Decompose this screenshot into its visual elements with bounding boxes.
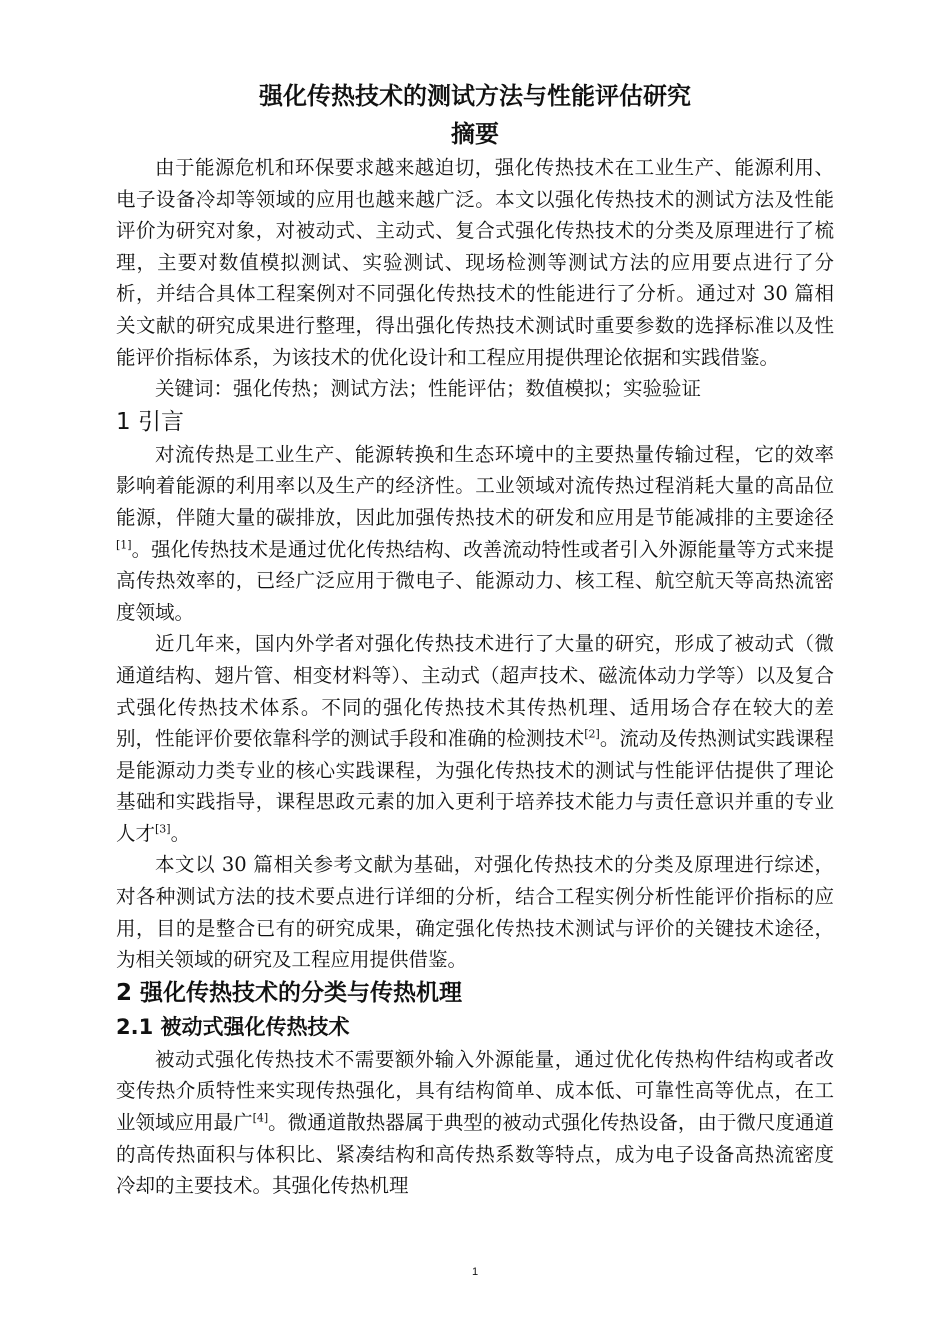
intro-p1-text-a: 对流传热是工业生产、能源转换和生态环境中的主要热量传输过程，它的效率影响着能源的利用率以及生产的经济性。工业领域对流传热过程消耗大量的高品位能源，伴随大量的碳排放，因此加强传热技术的研发和应用是节能减排的主要途径 <box>116 442 834 529</box>
page-number: 1 <box>471 1266 479 1278</box>
page-content <box>116 76 834 1202</box>
s21-text-b: 。微通道散热器属于典型的被动式强化传热设备，由于微尺度通道的高传热面积与体积比、紧凑结构和高传热系数等特点，成为电子设备高热流密度冷却的主要技术。其强化传热机理 <box>116 1111 834 1198</box>
section-2-1-paragraph <box>116 1044 834 1202</box>
citation-2: [2] <box>584 727 600 741</box>
section-1-heading: 1 引言 <box>116 408 184 435</box>
intro-paragraph-3: 本文以 30 篇相关参考文献为基础，对强化传热技术的分类及原理进行综述，对各种测试方法的技术要点进行详细的分析，结合工程实例分析性能评价指标的应用，目的是整合已有的研究成果，确定强化传热技术测试与评价的关键技术途径，为相关领域的研究及工程应用提供借鉴。 <box>116 853 834 972</box>
s21-text-a: 被动式强化传热技术不需要额外输入外源能量，通过优化传热构件结构或者改变传热介质特性来实现传热强化，具有结构简单、成本低、可靠性高等优点，在工业领域应用最广 <box>116 1047 834 1135</box>
citation-4: [4] <box>252 1111 269 1125</box>
keywords-line: 关键词：强化传热；测试方法；性能评估；数值模拟；实验验证 <box>155 377 702 401</box>
paper-title: 强化传热技术的测试方法与性能评估研究 <box>259 82 691 110</box>
intro-p2-text-a: 近几年来，国内外学者对强化传热技术进行了大量的研究，形成了被动式（微通道结构、翅片管、相变材料等）、主动式（超声技术、磁流体动力学等）以及复合式强化传热技术体系。不同的强化传热技术其传热机理、适用场合存在较大的差别，性能评价要依靠科学的测试手段和准确的检测技术 <box>116 632 834 751</box>
citation-1: [1] <box>116 538 132 552</box>
intro-p1-text-b: 。强化传热技术是通过优化传热结构、改善流动特性或者引入外源能量等方式来提高传热效率的，已经广泛应用于微电子、能源动力、核工程、航空航天等高热流密度领域。 <box>116 537 834 624</box>
abstract-heading: 摘要 <box>451 120 499 148</box>
intro-paragraph-1 <box>116 439 834 629</box>
intro-paragraph-2 <box>116 628 834 849</box>
section-2-heading: 2 强化传热技术的分类与传热机理 <box>116 979 463 1006</box>
intro-p2-text-b: 。流动及传热测试实践课程是能源动力类专业的核心实践课程，为强化传热技术的测试与性能评估提供了理论基础和实践指导，课程思政元素的加入更利于培养技术能力与责任意识并重的专业人才 <box>116 727 834 845</box>
section-2-1-heading: 2.1 被动式强化传热技术 <box>116 1014 350 1039</box>
intro-p2-text-c: 。 <box>170 821 191 845</box>
abstract-paragraph: 由于能源危机和环保要求越来越迫切，强化传热技术在工业生产、能源利用、电子设备冷却等领域的应用也越来越广泛。本文以强化传热技术的测试方法及性能评价为研究对象，对被动式、主动式、复合式强化传热技术的分类及原理进行了梳理，主要对数值模拟测试、实验测试、现场检测等测试方法的应用要点进行了分析，并结合具体工程案例对不同强化传热技术的性能进行了分析。通过对 30 篇相关文献的研究成果进行整理，得出强化传热技术测试时重要参数的选择标准以及性能评价指标体系，为该技术的优化设计和工程应用提供理论依据和实践借鉴。 <box>116 156 834 369</box>
citation-3: [3] <box>155 822 171 836</box>
